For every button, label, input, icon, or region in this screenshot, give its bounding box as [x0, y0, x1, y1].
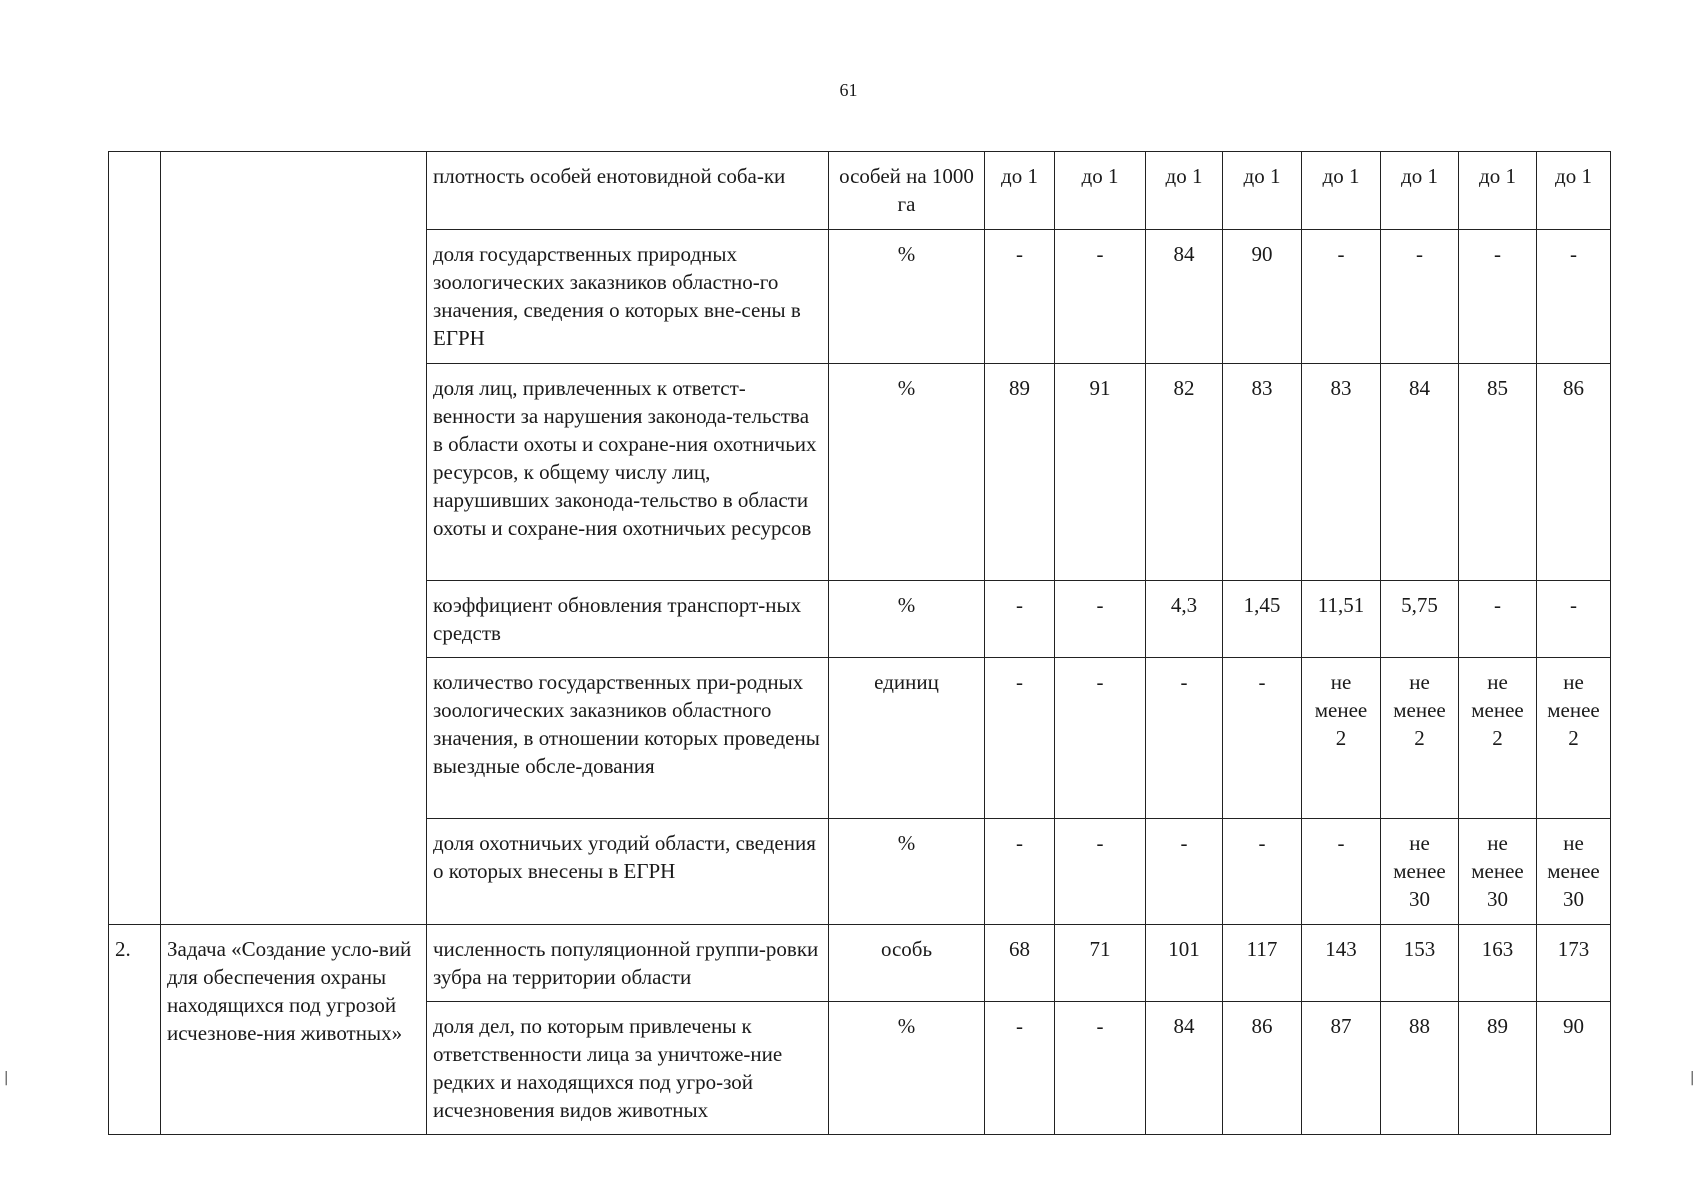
indicator-cell: плотность особей енотовидной соба-ки [427, 152, 829, 230]
table-body [109, 152, 1611, 1135]
indicator-cell: доля дел, по которым привлечены к ответственности лица за уничтоже-ние редких и находящихся под угро-зой исчезновения видов животных [427, 1002, 829, 1135]
value-cell: 82 [1146, 364, 1223, 581]
value-cell: не менее 2 [1381, 658, 1459, 819]
value-cell: - [1302, 819, 1381, 925]
value-cell: 86 [1537, 364, 1611, 581]
edge-mark-right: | [1688, 1070, 1697, 1086]
value-cell: 143 [1302, 925, 1381, 1002]
value-cell: 87 [1302, 1002, 1381, 1135]
table-row [109, 925, 1611, 1002]
value-cell: - [1223, 819, 1302, 925]
value-cell: не менее 2 [1459, 658, 1537, 819]
value-cell: 85 [1459, 364, 1537, 581]
value-cell: 163 [1459, 925, 1537, 1002]
value-cell: до 1 [1302, 152, 1381, 230]
indicator-cell: доля лиц, привлеченных к ответст-венности за нарушения законода-тельства в области охоты и сохране-ния охотничьих ресурсов, к общему числу лиц, нарушивших законода-тельство в области охоты и сохране-ния охотничьих ресурсов [427, 364, 829, 581]
value-cell: 89 [1459, 1002, 1537, 1135]
value-cell: 101 [1146, 925, 1223, 1002]
indicator-cell: коэффициент обновления транспорт-ных средств [427, 581, 829, 658]
value-cell: - [1223, 658, 1302, 819]
value-cell: 68 [985, 925, 1055, 1002]
value-cell: до 1 [1223, 152, 1302, 230]
value-cell: 90 [1537, 1002, 1611, 1135]
value-cell: до 1 [1146, 152, 1223, 230]
unit-cell: особей на 1000 га [829, 152, 985, 230]
value-cell: 117 [1223, 925, 1302, 1002]
indicators-table [108, 151, 1611, 1135]
value-cell: 86 [1223, 1002, 1302, 1135]
row-number-cell [109, 152, 161, 925]
value-cell: - [1055, 658, 1146, 819]
value-cell: 71 [1055, 925, 1146, 1002]
value-cell: до 1 [1459, 152, 1537, 230]
indicator-cell: количество государственных при-родных зоологических заказников областного значения, в отношении которых проведены выездные обсле-дования [427, 658, 829, 819]
value-cell: не менее 30 [1459, 819, 1537, 925]
value-cell: - [1537, 230, 1611, 364]
value-cell: - [1537, 581, 1611, 658]
value-cell: 5,75 [1381, 581, 1459, 658]
value-cell: не менее 30 [1381, 819, 1459, 925]
value-cell: 83 [1223, 364, 1302, 581]
value-cell: - [985, 1002, 1055, 1135]
task-cell [161, 152, 427, 925]
unit-cell: % [829, 819, 985, 925]
unit-cell: % [829, 1002, 985, 1135]
unit-cell: % [829, 230, 985, 364]
value-cell: - [1055, 230, 1146, 364]
value-cell: 153 [1381, 925, 1459, 1002]
value-cell: 1,45 [1223, 581, 1302, 658]
value-cell: - [1302, 230, 1381, 364]
value-cell: не менее 30 [1537, 819, 1611, 925]
indicator-cell: доля государственных природных зоологических заказников областно-го значения, сведения о которых вне-сены в ЕГРН [427, 230, 829, 364]
value-cell: до 1 [985, 152, 1055, 230]
unit-cell: особь [829, 925, 985, 1002]
value-cell: 91 [1055, 364, 1146, 581]
value-cell: не менее 2 [1302, 658, 1381, 819]
task-cell: Задача «Создание усло-вий для обеспечения охраны находящихся под угрозой исчезнове-ния животных» [161, 925, 427, 1135]
value-cell: 89 [985, 364, 1055, 581]
unit-cell: % [829, 364, 985, 581]
value-cell: - [1146, 658, 1223, 819]
value-cell: 88 [1381, 1002, 1459, 1135]
value-cell: до 1 [1537, 152, 1611, 230]
value-cell: 11,51 [1302, 581, 1381, 658]
value-cell: 84 [1381, 364, 1459, 581]
value-cell: - [1381, 230, 1459, 364]
value-cell: - [985, 658, 1055, 819]
unit-cell: % [829, 581, 985, 658]
value-cell: - [1459, 230, 1537, 364]
value-cell: - [1055, 819, 1146, 925]
value-cell: 83 [1302, 364, 1381, 581]
value-cell: - [985, 819, 1055, 925]
indicator-cell: доля охотничьих угодий области, сведения о которых внесены в ЕГРН [427, 819, 829, 925]
value-cell: - [1055, 1002, 1146, 1135]
table-row [109, 152, 1611, 230]
value-cell: 173 [1537, 925, 1611, 1002]
value-cell: до 1 [1055, 152, 1146, 230]
row-number-cell: 2. [109, 925, 161, 1135]
value-cell: 84 [1146, 230, 1223, 364]
value-cell: - [1459, 581, 1537, 658]
value-cell: 84 [1146, 1002, 1223, 1135]
value-cell: до 1 [1381, 152, 1459, 230]
value-cell: 90 [1223, 230, 1302, 364]
value-cell: - [985, 230, 1055, 364]
value-cell: - [985, 581, 1055, 658]
value-cell: - [1146, 819, 1223, 925]
page-number: 61 [839, 80, 858, 100]
unit-cell: единиц [829, 658, 985, 819]
value-cell: 4,3 [1146, 581, 1223, 658]
value-cell: не менее 2 [1537, 658, 1611, 819]
value-cell: - [1055, 581, 1146, 658]
indicator-cell: численность популяционной группи-ровки зубра на территории области [427, 925, 829, 1002]
edge-mark-left: | [2, 1070, 11, 1086]
